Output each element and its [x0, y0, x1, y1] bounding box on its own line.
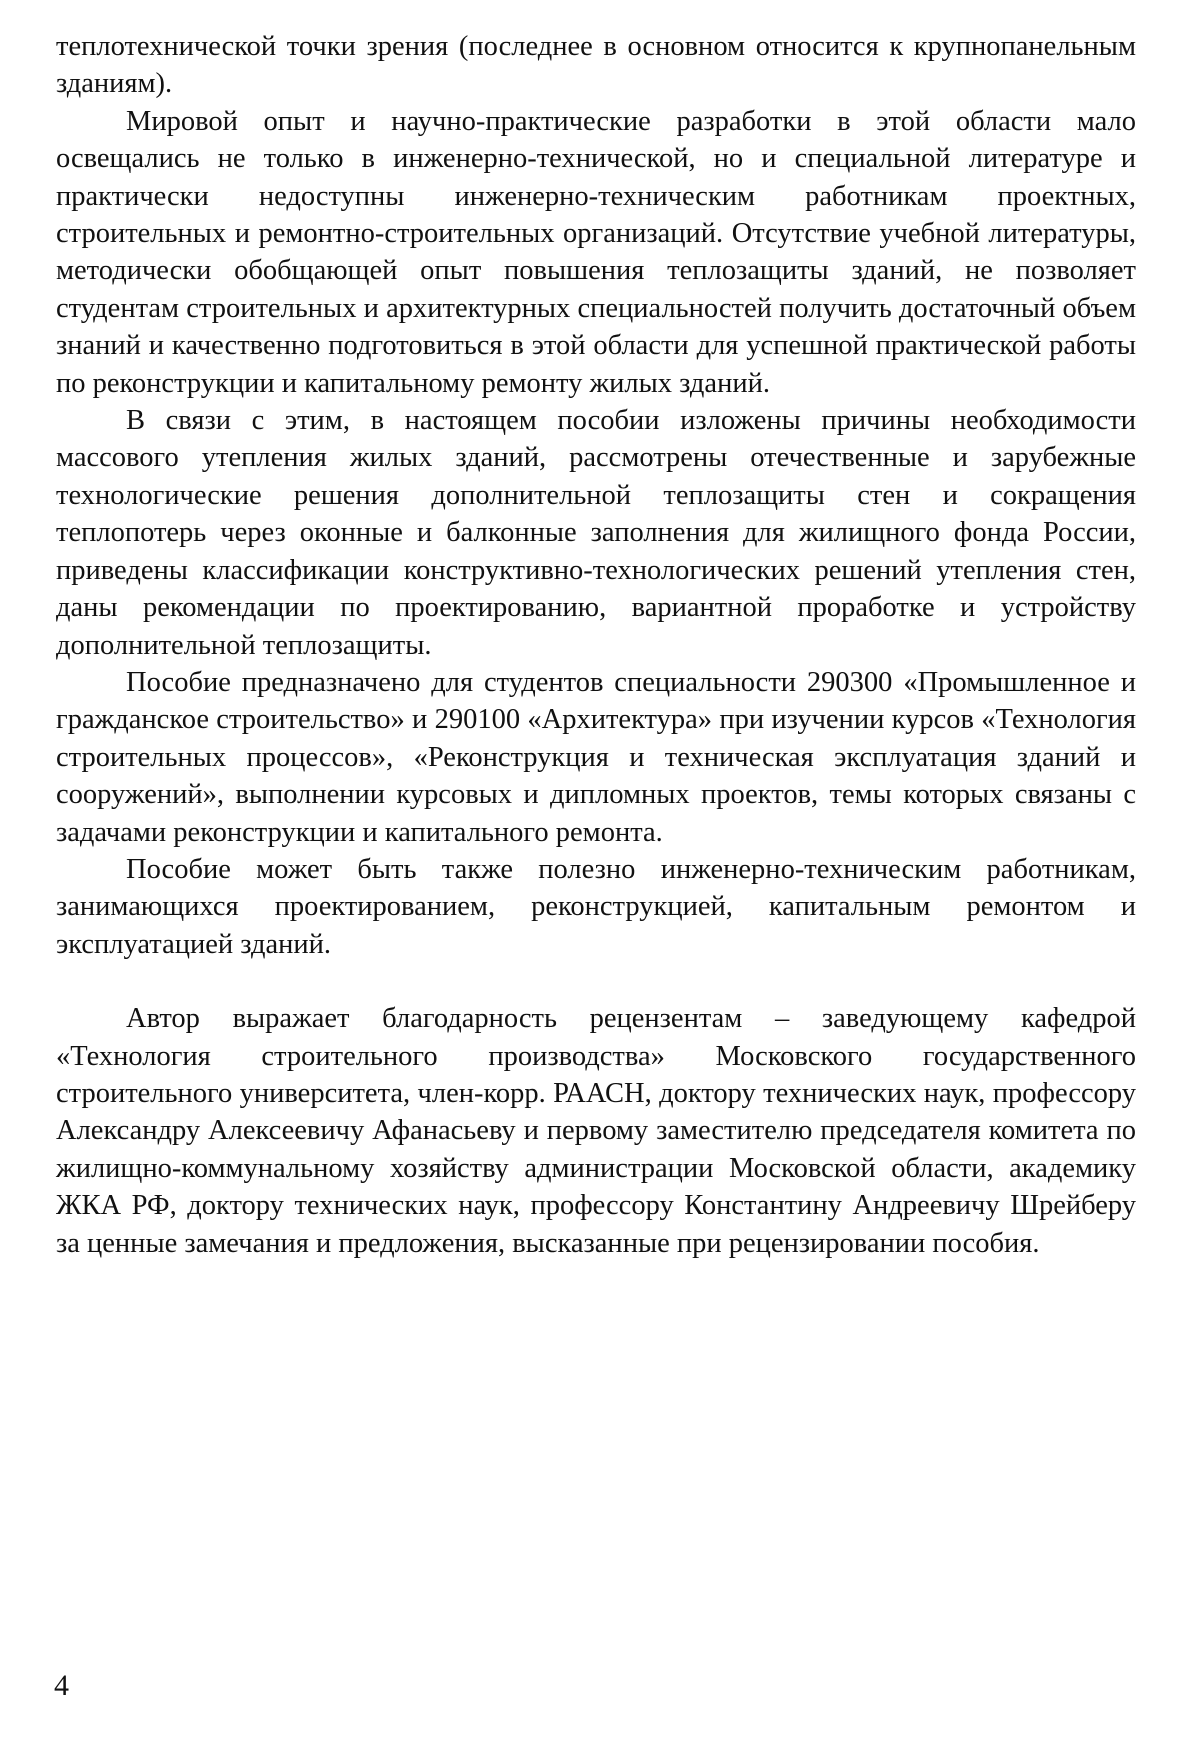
paragraph-spacer [56, 963, 1136, 1000]
paragraph-manual-content: В связи с этим, в настоящем пособии изложены причины необходимости массового утепления жилых зданий, рассмотрены отечественные и зарубежные технологические решения дополнительной теплозащиты стен и сокращения теплопотерь через оконные и балконные заполнения для жилищного фонда России, приведены классификации конструктивно-технологических решений утепления стен, даны рекомендации по проектированию, вариантной проработке и устройству дополнительной теплозащиты. [56, 405, 1136, 661]
page-number: 4 [54, 1669, 69, 1702]
paragraph-acknowledgement: Автор выражает благодарность рецензентам – заведующему кафедрой «Технология строительного производства» Московского государственного строительного университета, член-корр. РААСН, доктору технических наук, профессору Александру Алексеевичу Афанасьеву и первому заместителю председателя комитета по жилищно-коммунальному хозяйству администрации Московской области, академику ЖКА РФ, доктору технических наук, профессору Константину Андреевичу Шрейберу за ценные замечания и предложения, высказанные при рецензировании пособия. [56, 1003, 1136, 1259]
paragraph-usefulness: Пособие может быть также полезно инженерно-техническим работникам, занимающихся проектированием, реконструкцией, капитальным ремонтом и эксплуатацией зданий. [56, 853, 1136, 960]
paragraph-audience: Пособие предназначено для студентов специальности 290300 «Промышленное и гражданское строительство» и 290100 «Архитектура» при изучении курсов «Технология строительных процессов», «Реконструкция и техническая эксплуатация зданий и сооружений», выполнении курсовых и дипломных проектов, темы которых связаны с задачами реконструкции и капитального ремонта. [56, 666, 1136, 848]
paragraph-world-experience: Мировой опыт и научно-практические разработки в этой области мало освещались не только в инженерно-технической, но и специальной литературе и практически недоступны инженерно-техническим работникам проектных, строительных и ремонтно-строительных организаций. Отсутствие учебной литературы, методически обобщающей опыт повышения теплозащиты зданий, не позволяет студентам строительных и архитектурных специальностей получить достаточный объем знаний и качественно подготовиться в этой области для успешной практической работы по реконструкции и капитальному ремонту жилых зданий. [56, 105, 1136, 399]
paragraph-continuation: теплотехнической точки зрения (последнее в основном относится к крупнопанельным зданиям). [56, 31, 1136, 100]
body-text [56, 28, 1136, 1262]
